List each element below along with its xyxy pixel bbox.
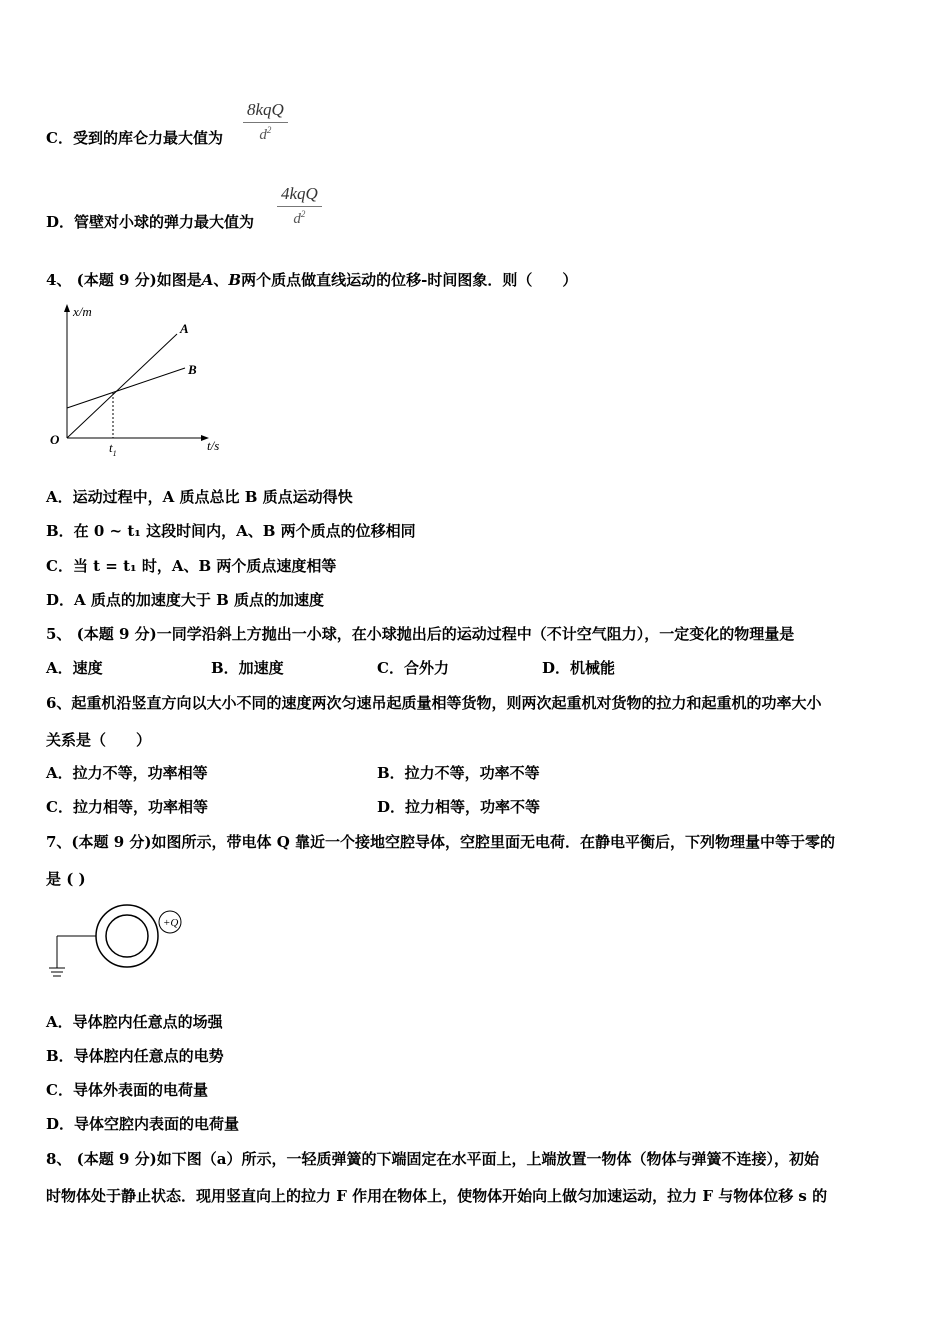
q5-option-d[interactable]: D．机械能 xyxy=(542,659,616,677)
q3-option-d[interactable]: D．管壁对小球的弹力最大值为 xyxy=(46,213,255,231)
q4-option-d[interactable]: D．A 质点的加速度大于 B 质点的加速度 xyxy=(46,591,324,609)
fraction-denominator: $d^2$ xyxy=(259,125,272,143)
line-a xyxy=(67,334,177,438)
charge-label: +Q xyxy=(163,917,179,929)
q5-option-c[interactable]: C．合外力 xyxy=(377,659,449,677)
fraction-denominator: $d^2$ xyxy=(293,209,306,227)
fraction-numerator: 8kqQ xyxy=(243,100,288,123)
q4-displacement-time-graph xyxy=(40,300,240,465)
q7-option-a[interactable]: A．导体腔内任意点的场强 xyxy=(46,1013,223,1031)
q6-option-d[interactable]: D．拉力相等，功率不等 xyxy=(377,798,541,816)
origin-label: O xyxy=(50,432,60,447)
q4-option-b[interactable]: B．在 0 ~ t₁ 这段时间内，A、B 两个质点的位移相同 xyxy=(46,522,416,540)
line-b xyxy=(67,368,185,408)
q5-option-b[interactable]: B．加速度 xyxy=(211,659,284,677)
fraction-numerator: 4kqQ xyxy=(277,184,322,207)
q6-option-b[interactable]: B．拉力不等，功率不等 xyxy=(377,764,540,782)
conductor-cavity-surface xyxy=(106,915,148,957)
q4-stem: 4、 (本题 9 分)如图是A、B两个质点做直线运动的位移-时间图象．则（ ） xyxy=(46,271,578,289)
q4-option-a[interactable]: A．运动过程中，A 质点总比 B 质点运动得快 xyxy=(46,488,353,506)
q3-option-c[interactable]: C．受到的库仑力最大值为 xyxy=(46,129,223,147)
q3-option-c-fraction xyxy=(243,100,288,144)
q8-stem-line1: 8、 (本题 9 分)如下图（a）所示，一轻质弹簧的下端固定在水平面上，上端放置一物体（物体与弹簧不连接），初始 xyxy=(46,1150,819,1168)
q5-stem: 5、 (本题 9 分)一同学沿斜上方抛出一小球，在小球抛出后的运动过程中（不计空气阻力），一定变化的物理量是 xyxy=(46,625,795,643)
x-axis-label: t/s xyxy=(207,438,220,453)
q6-stem-line1: 6、起重机沿竖直方向以大小不同的速度两次匀速吊起质量相等货物，则两次起重机对货物的拉力和起重机的功率大小 xyxy=(46,694,822,712)
q7-stem-line2: 是 ( ) xyxy=(46,870,86,888)
q7-option-d[interactable]: D．导体空腔内表面的电荷量 xyxy=(46,1115,240,1133)
q7-grounded-conductor-figure xyxy=(40,898,200,983)
line-a-label: A xyxy=(180,321,189,336)
y-axis-arrow xyxy=(64,304,70,312)
t1-label: $t_1$ xyxy=(109,440,117,458)
q7-option-c[interactable]: C．导体外表面的电荷量 xyxy=(46,1081,208,1099)
line-b-label: B xyxy=(188,362,197,377)
q6-option-a[interactable]: A．拉力不等，功率相等 xyxy=(46,764,208,782)
q7-option-b[interactable]: B．导体腔内任意点的电势 xyxy=(46,1047,224,1065)
q7-stem-line1: 7、(本题 9 分)如图所示，带电体 Q 靠近一个接地空腔导体，空腔里面无电荷．在静电平衡后，下列物理量中等于零的 xyxy=(46,833,836,851)
q6-stem-line2: 关系是（ ） xyxy=(46,731,152,749)
q8-stem-line2: 时物体处于静止状态．现用竖直向上的拉力 F 作用在物体上，使物体开始向上做匀加速运动，拉力 F 与物体位移 s 的 xyxy=(46,1187,828,1205)
q3-option-d-fraction xyxy=(277,184,322,228)
y-axis-label: x/m xyxy=(73,304,92,319)
q4-option-c[interactable]: C．当 t = t₁ 时，A、B 两个质点速度相等 xyxy=(46,557,337,575)
q5-option-a[interactable]: A．速度 xyxy=(46,659,103,677)
q6-option-c[interactable]: C．拉力相等，功率相等 xyxy=(46,798,208,816)
